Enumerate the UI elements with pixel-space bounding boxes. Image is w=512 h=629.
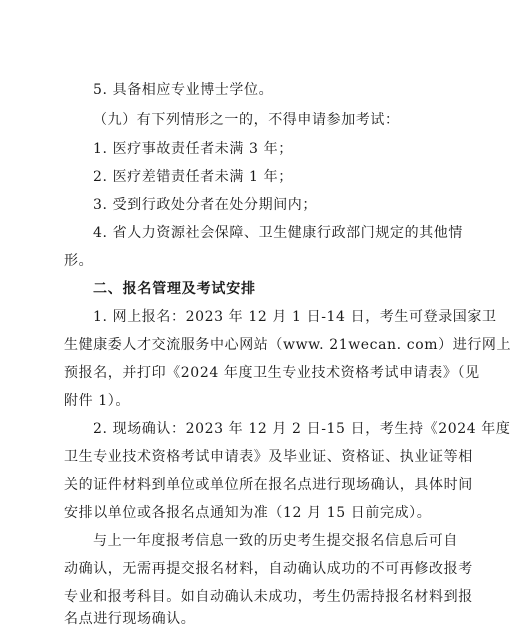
section-heading: 二、报名管理及考试安排 [93, 281, 256, 297]
text-line-16: 安排以单位或各报名点通知为准（12 月 15 日前完成）。 [64, 505, 432, 521]
text-line-9: 1. 网上报名：2023 年 12 月 1 日-14 日，考生可登录国家卫 [93, 309, 497, 325]
text-line-20: 名点进行现场确认。 [64, 611, 196, 627]
text-line-10: 生健康委人才交流服务中心网站（www. 21wecan. com）进行网上 [64, 337, 512, 353]
text-line-3: 1. 医疗事故责任者未满 3 年； [93, 141, 293, 157]
text-line-7: 形。 [64, 253, 94, 269]
text-line-5: 3. 受到行政处分者在处分期间内； [93, 197, 318, 213]
text-line-17: 与上一年度报考信息一致的历史考生提交报名信息后可自 [93, 533, 458, 549]
text-line-15: 关的证件材料到单位或单位所在报名点进行现场确认，具体时间 [64, 477, 473, 493]
text-line-2: （九）有下列情形之一的，不得申请参加考试： [93, 112, 400, 128]
text-line-4: 2. 医疗差错责任者未满 1 年； [93, 169, 293, 185]
text-line-19: 专业和报考科目。如自动确认未成功，考生仍需持报名材料到报 [64, 589, 473, 605]
text-line-14: 卫生专业技术资格考试申请表》及毕业证、资格证、执业证等相 [64, 449, 473, 465]
text-line-11: 预报名，并打印《2024 年度卫生专业技术资格考试申请表》（见 [64, 365, 480, 381]
text-line-13: 2. 现场确认：2023 年 12 月 2 日-15 日，考生持《2024 年度 [93, 421, 511, 437]
text-line-1: 5. 具备相应专业博士学位。 [93, 82, 274, 98]
text-line-18: 动确认，无需再提交报名材料，自动确认成功的不可再修改报考 [64, 561, 473, 577]
text-line-12: 附件 1）。 [64, 393, 130, 409]
text-line-6: 4. 省人力资源社会保障、卫生健康行政部门规定的其他情 [93, 225, 464, 241]
